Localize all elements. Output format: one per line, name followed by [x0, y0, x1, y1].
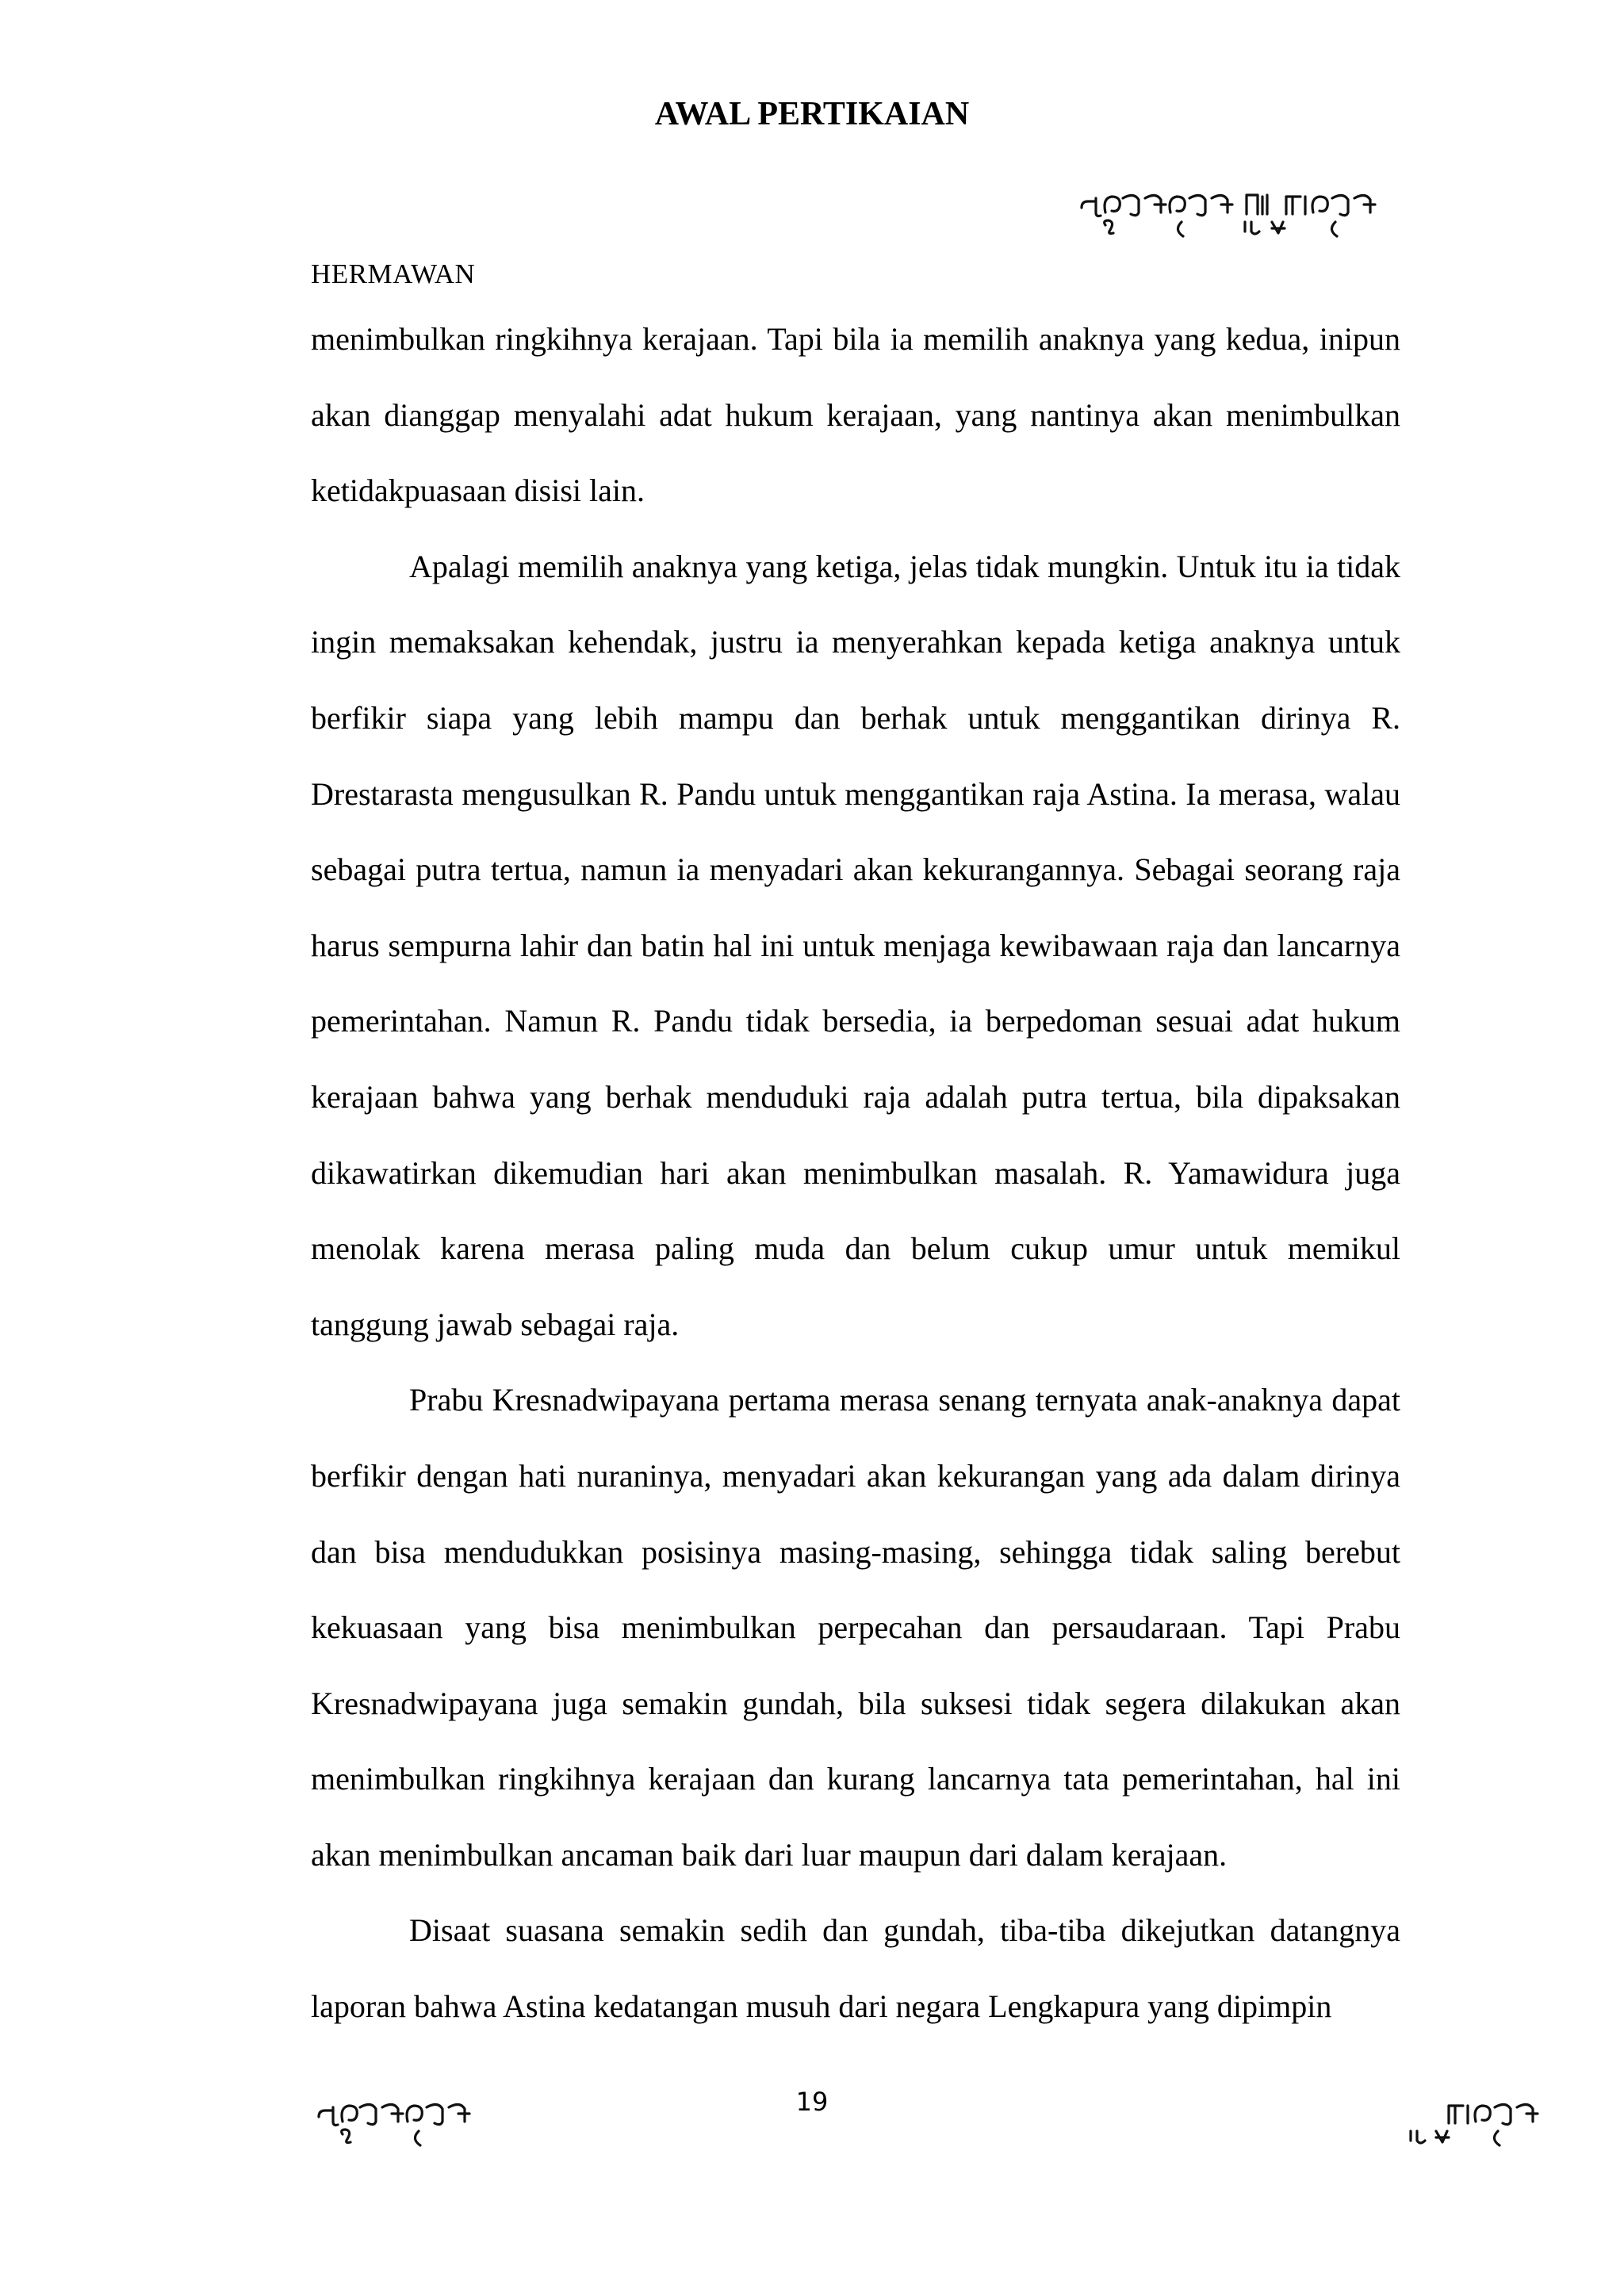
- javanese-script-ornament-left-icon: [316, 2090, 498, 2152]
- javanese-script-ornament-icon: [1078, 181, 1411, 243]
- author-name: HERMAWAN: [311, 258, 476, 289]
- paragraph: Apalagi memilih anaknya yang ketiga, jelas tidak mungkin. Untuk itu ia tidak ingin memaksakan kehendak, justru ia menyerahkan kepada ketiga anaknya untuk berfikir siapa yang lebih mampu dan berhak untuk menggantikan dirinya R. Drestarasta mengusulkan R. Pandu untuk menggantikan raja Astina. Ia merasa, walau sebagai putra tertua, namun ia menyadari akan kekurangannya. Sebagai seorang raja harus sempurna lahir dan batin hal ini untuk menjaga kewibawaan raja dan lancarnya pemerintahan. Namun R. Pandu tidak bersedia, ia berpedoman sesuai adat hukum kerajaan bahwa yang berhak menduduki raja adalah putra tertua, bila dipaksakan dikawatirkan dikemudian hari akan menimbulkan masalah. R. Yamawidura juga menolak karena merasa paling muda dan belum cukup umur untuk memikul tanggung jawab sebagai raja.: [311, 548, 1400, 1342]
- paragraph: menimbulkan ringkihnya kerajaan. Tapi bila ia memilih anaknya yang kedua, inipun akan dianggap menyalahi adat hukum kerajaan, yang nantinya akan menimbulkan ketidakpuasaan disisi lain.: [311, 321, 1400, 509]
- paragraph: Disaat suasana semakin sedih dan gundah, tiba-tiba dikejutkan datangnya laporan bahwa Astina kedatangan musuh dari negara Lengkapura yang dipimpin: [311, 1912, 1400, 2025]
- page-number: 19: [795, 2087, 829, 2117]
- javanese-script-ornament-right-icon: [1408, 2090, 1566, 2152]
- body-text: [311, 301, 1400, 2045]
- page-title: AWAL PERTIKAIAN: [654, 96, 970, 132]
- paragraph: Prabu Kresnadwipayana pertama merasa senang ternyata anak-anaknya dapat berfikir dengan hati nuraninya, menyadari akan kekurangan yang ada dalam dirinya dan bisa mendudukkan posisinya masing-masing, sehingga tidak saling berebut kekuasaan yang bisa menimbulkan perpecahan dan persaudaraan. Tapi Prabu Kresnadwipayana juga semakin gundah, bila suksesi tidak segera dilakukan akan menimbulkan ringkihnya kerajaan dan kurang lancarnya tata pemerintahan, hal ini akan menimbulkan ancaman baik dari luar maupun dari dalam kerajaan.: [311, 1382, 1400, 1873]
